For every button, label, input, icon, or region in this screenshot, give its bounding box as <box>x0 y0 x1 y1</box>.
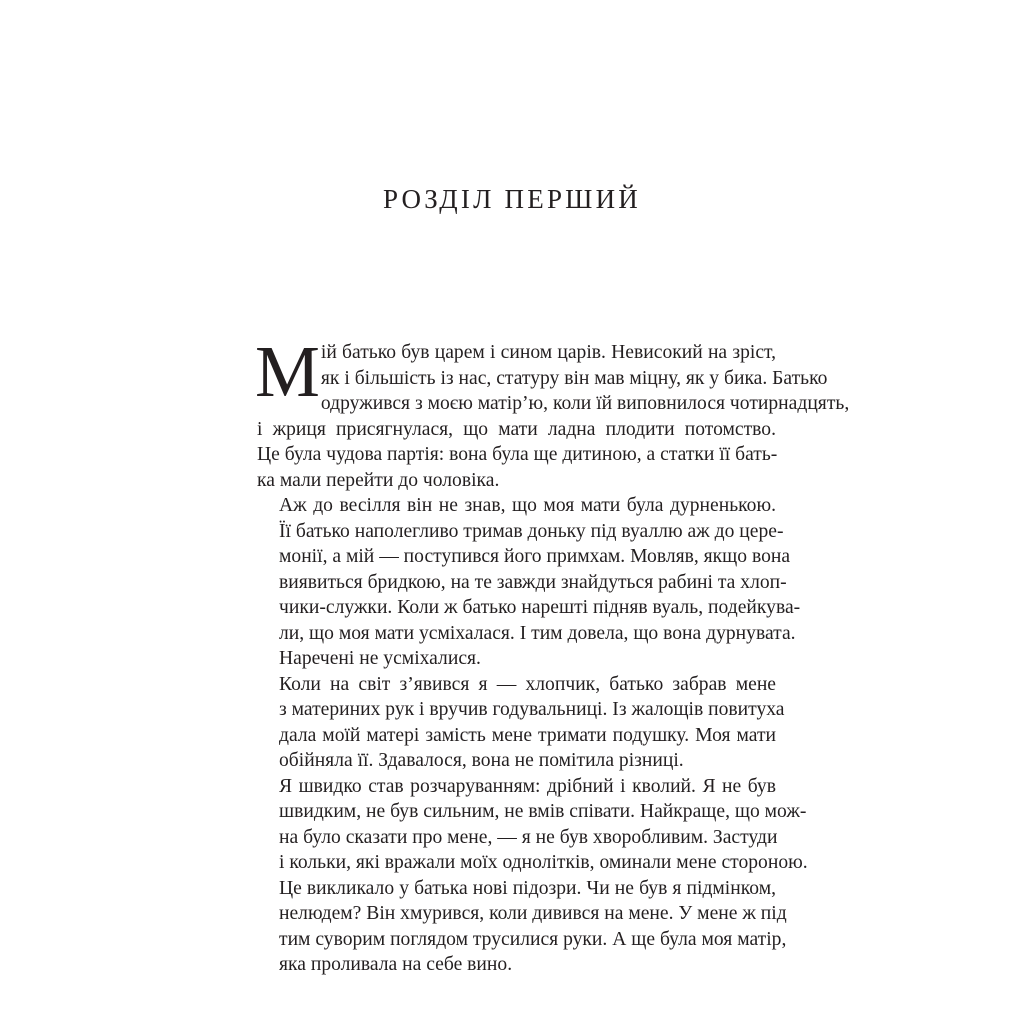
text-line: Наречені не усміхалися. <box>279 648 481 669</box>
drop-cap: М <box>255 331 320 412</box>
paragraph-3 <box>257 672 785 774</box>
text-line: як і більшість із нас, статуру він мав міцну, як у бика. Батько <box>320 367 828 389</box>
text-line: яка проливала на себе вино. <box>279 954 513 975</box>
paragraph-4 <box>257 774 808 978</box>
text-line: обійняла її. Здавалося, вона не помітила різниці. <box>279 750 684 771</box>
paragraph-1 <box>255 331 850 493</box>
text-line: Її батько наполегливо тримав доньку під вуаллю аж до цере- <box>279 520 784 542</box>
text-line: дала моїй матері замість мене тримати подушку. Моя мати <box>279 724 776 746</box>
paragraph-2 <box>257 493 801 672</box>
chapter-body <box>255 331 850 978</box>
text-line: нелюдем? Він хмурився, коли дивився на мене. У мене ж під <box>279 903 787 924</box>
text-line: і жриця присягнулася, що мати ладна плодити потомство. <box>257 418 776 440</box>
text-line: на було сказати про мене, — я не був хворобливим. Застуди <box>279 826 778 848</box>
text-line: монії, а мій — поступився його примхам. Мовляв, якщо вона <box>279 546 791 567</box>
text-line: з материних рук і вручив годувальниці. Із жалощів повитуха <box>279 699 785 720</box>
text-line: і кольки, які вражали моїх однолітків, оминали мене стороною. <box>279 852 808 873</box>
text-line: Це викликало у батька нові підозри. Чи не був я підмінком, <box>279 877 776 899</box>
text-line: одружився з моєю матір’ю, коли їй виповнилося чотирнадцять, <box>320 393 850 414</box>
text-line: швидким, не був сильним, не вмів співати. Найкраще, що мож- <box>279 801 807 822</box>
text-line: Це була чудова партія: вона була ще дитиною, а статки її бать- <box>257 444 778 465</box>
text-line: ли, що моя мати усміхалася. І тим довела, що вона дурнувата. <box>279 622 796 644</box>
chapter-title: РОЗДІЛ ПЕРШИЙ <box>382 184 642 214</box>
text-line: чики-служки. Коли ж батько нарешті підняв вуаль, подейкува- <box>279 597 801 618</box>
text-line: Аж до весілля він не знав, що моя мати була дурненькою. <box>279 495 776 516</box>
text-line: виявиться бридкою, на те завжди знайдуться рабині та хлоп- <box>279 571 787 593</box>
text-line: Я швидко став розчаруванням: дрібний і кволий. Я не був <box>279 775 776 797</box>
text-line: Коли на світ з’явився я — хлопчик, батько забрав мене <box>279 673 776 695</box>
text-line: тим суворим поглядом трусилися руки. А ще була моя матір, <box>279 928 787 950</box>
text-line: ка мали перейти до чоловіка. <box>257 469 500 491</box>
text-line: ій батько був царем і сином царів. Невисокий на зріст, <box>320 342 776 363</box>
